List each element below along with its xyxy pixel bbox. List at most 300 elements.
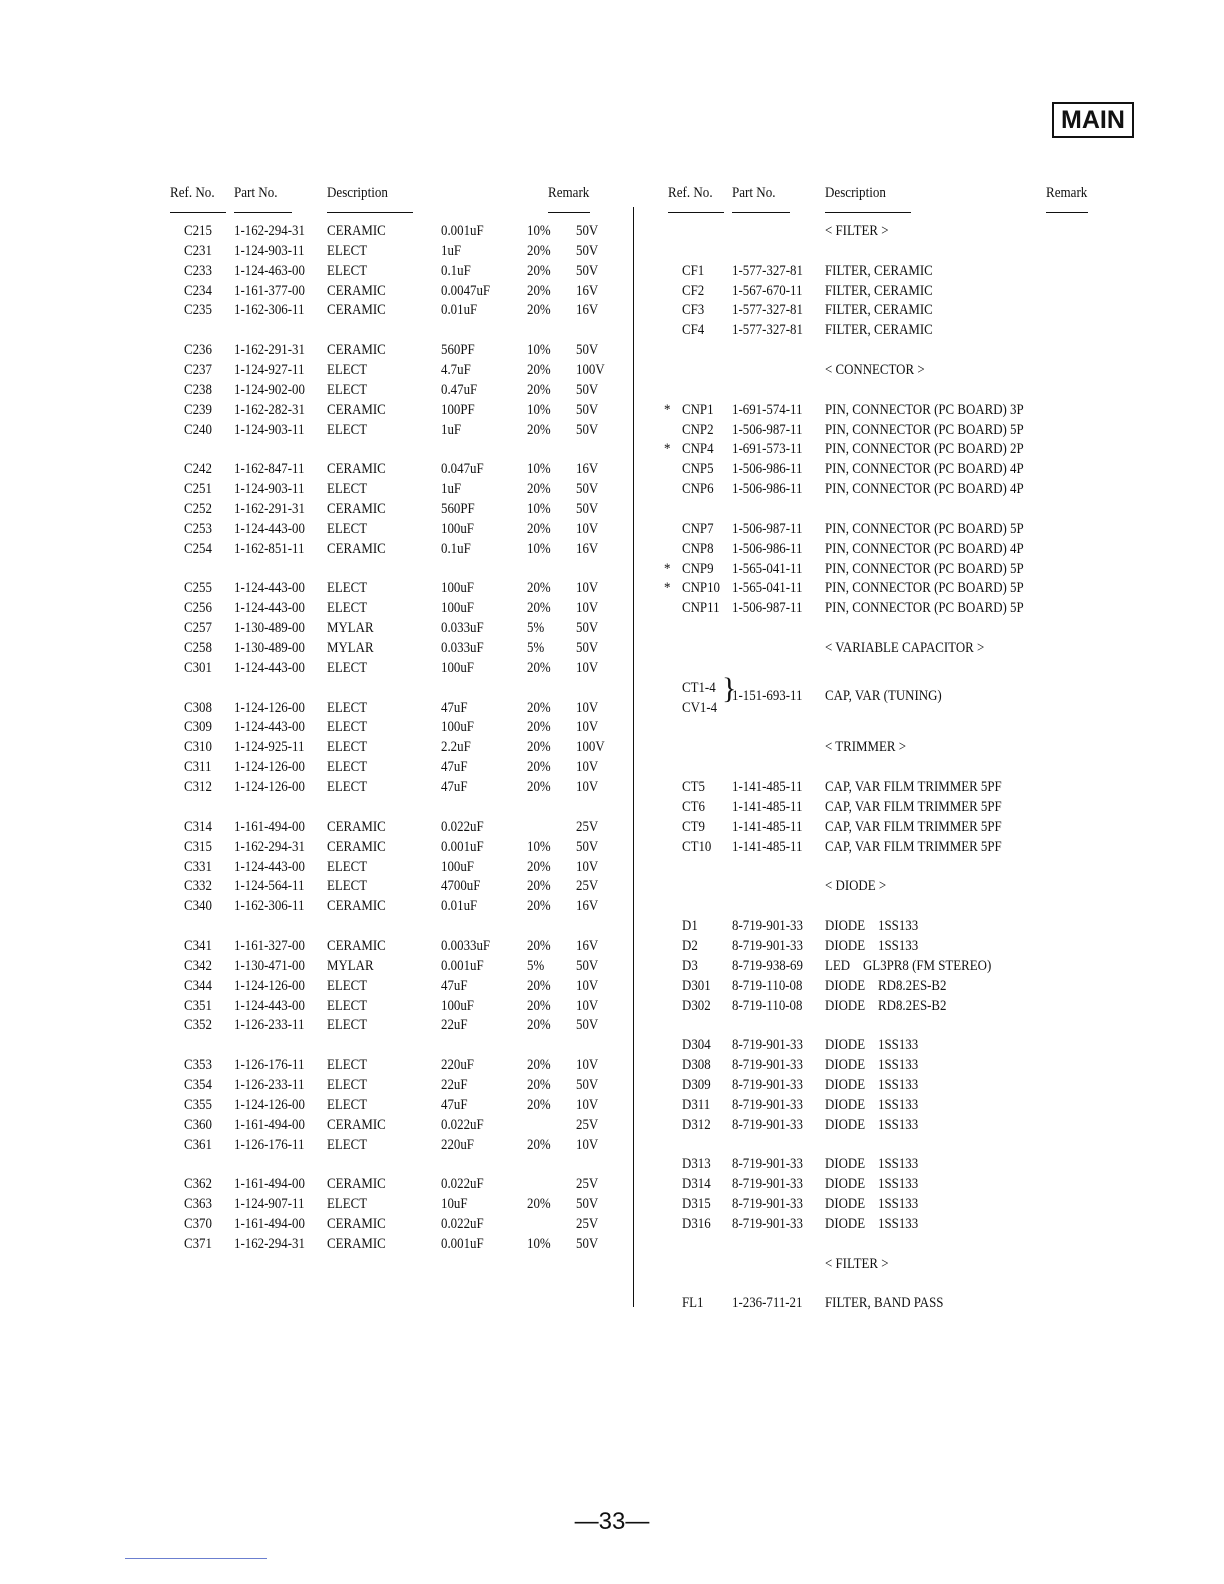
tolerance: 20%: [527, 302, 551, 319]
tolerance: 10%: [527, 461, 551, 478]
voltage: 25V: [576, 1116, 599, 1133]
tolerance: 20%: [527, 1096, 551, 1113]
safety-mark: *: [664, 580, 671, 597]
tolerance: 20%: [527, 997, 551, 1014]
part-no: 1-577-327-81: [732, 262, 803, 279]
description: DIODE 1SS133: [825, 1116, 919, 1133]
part-row: [184, 599, 624, 619]
row-spacer: [184, 917, 624, 937]
value: 100uF: [441, 659, 474, 676]
part-no: 1-141-485-11: [732, 838, 803, 855]
description: FILTER, CERAMIC: [825, 262, 933, 279]
value: 0.47uF: [441, 381, 478, 398]
part-no: 1-141-485-11: [732, 779, 803, 796]
tolerance: 20%: [527, 858, 551, 875]
description: FILTER, CERAMIC: [825, 302, 933, 319]
right-parts-list: [664, 222, 1188, 1314]
part-row: [184, 1096, 624, 1116]
left-header-remark: Remark: [548, 185, 590, 201]
part-row: [184, 818, 624, 838]
voltage: 50V: [576, 223, 599, 239]
value: 47uF: [441, 977, 468, 994]
part-row: [184, 500, 624, 520]
value: 220uF: [441, 1136, 474, 1153]
part-row: [668, 520, 1188, 540]
voltage: 16V: [576, 898, 599, 915]
ref-no: C362: [184, 1176, 212, 1193]
type: ELECT: [327, 520, 368, 537]
part-row: [668, 1116, 1188, 1136]
part-no: 1-161-494-00: [234, 818, 305, 835]
part-row: [668, 460, 1188, 480]
voltage: 25V: [576, 1176, 599, 1193]
tolerance: 20%: [527, 977, 551, 994]
ref-no: C340: [184, 898, 212, 915]
row-spacer: [184, 1155, 624, 1175]
part-no: 1-161-327-00: [234, 937, 305, 954]
ref-no: CNP2: [682, 421, 714, 438]
part-no: 1-124-925-11: [234, 739, 305, 756]
part-no: 1-126-176-11: [234, 1057, 305, 1074]
value: 47uF: [441, 1096, 468, 1113]
part-no: 1-124-126-00: [234, 977, 305, 994]
description: PIN, CONNECTOR (PC BOARD) 4P: [825, 461, 1024, 478]
tolerance: 20%: [527, 1057, 551, 1074]
part-no: 8-719-901-33: [732, 1076, 803, 1093]
tolerance: 20%: [527, 262, 551, 279]
part-row: [184, 858, 624, 878]
description: DIODE 1SS133: [825, 1076, 919, 1093]
part-no: 1-506-986-11: [732, 481, 803, 498]
value: 0.022uF: [441, 818, 484, 835]
type: CERAMIC: [327, 838, 386, 855]
part-no: 1-126-233-11: [234, 1017, 305, 1034]
part-row: [668, 917, 1188, 937]
type: CERAMIC: [327, 461, 386, 478]
tolerance: 20%: [527, 719, 551, 736]
type: ELECT: [327, 739, 368, 756]
ref-no: CNP7: [682, 520, 714, 537]
tolerance: 20%: [527, 739, 551, 756]
left-header-ref: Ref. No.: [170, 185, 215, 201]
tolerance: 20%: [527, 878, 551, 895]
part-no: 1-130-471-00: [234, 957, 305, 974]
voltage: 50V: [576, 401, 599, 418]
part-row: [184, 1235, 624, 1255]
ref-no: C370: [184, 1215, 212, 1232]
ref-no: C353: [184, 1057, 212, 1074]
part-row: [668, 1096, 1188, 1116]
part-row: [184, 778, 624, 798]
description: PIN, CONNECTOR (PC BOARD) 2P: [825, 441, 1024, 458]
part-row: [184, 1076, 624, 1096]
part-no: 8-719-901-33: [732, 1057, 803, 1074]
voltage: 50V: [576, 620, 599, 637]
ref-no: D313: [682, 1156, 711, 1173]
type: ELECT: [327, 1096, 368, 1113]
row-spacer: [668, 897, 1188, 917]
description: PIN, CONNECTOR (PC BOARD) 5P: [825, 520, 1024, 537]
ref-no: C257: [184, 620, 212, 637]
type: ELECT: [327, 1017, 368, 1034]
row-spacer: [184, 321, 624, 341]
part-row: [668, 798, 1188, 818]
tolerance: 20%: [527, 779, 551, 796]
part-row: [664, 560, 1188, 580]
part-no: 8-719-901-33: [732, 918, 803, 935]
voltage: 10V: [576, 1136, 599, 1153]
tolerance: 20%: [527, 600, 551, 617]
description: PIN, CONNECTOR (PC BOARD) 5P: [825, 421, 1024, 438]
type: ELECT: [327, 719, 368, 736]
part-row: [184, 381, 624, 401]
ref-no: CF2: [682, 282, 705, 299]
description: DIODE 1SS133: [825, 1196, 919, 1213]
part-no: 1-126-176-11: [234, 1136, 305, 1153]
ref-no: C371: [184, 1235, 212, 1252]
part-row: [184, 361, 624, 381]
voltage: 25V: [576, 1215, 599, 1232]
ref-no: C235: [184, 302, 212, 319]
ref-no: C239: [184, 401, 212, 418]
ct-group-brace: }: [722, 672, 737, 705]
part-row: [664, 579, 1188, 599]
tolerance: 10%: [527, 342, 551, 359]
ref-no: C352: [184, 1017, 212, 1034]
type: ELECT: [327, 1076, 368, 1093]
type: CERAMIC: [327, 898, 386, 915]
ref-no: C237: [184, 362, 212, 379]
part-no: 1-161-494-00: [234, 1215, 305, 1232]
type: CERAMIC: [327, 540, 386, 557]
type: CERAMIC: [327, 501, 386, 518]
voltage: 10V: [576, 1096, 599, 1113]
ref-no: D315: [682, 1196, 711, 1213]
type: CERAMIC: [327, 818, 386, 835]
part-row: [184, 262, 624, 282]
ref-no: C354: [184, 1076, 212, 1093]
row-spacer: [668, 1235, 1188, 1255]
right-part-underline: [732, 212, 790, 213]
tolerance: 20%: [527, 362, 551, 379]
safety-mark: *: [664, 441, 671, 458]
part-row: [668, 818, 1188, 838]
value: 2.2uF: [441, 739, 471, 756]
voltage: 10V: [576, 699, 599, 716]
ref-no: D302: [682, 997, 711, 1014]
type: CERAMIC: [327, 223, 386, 239]
part-no: 1-162-851-11: [234, 540, 305, 557]
part-row: [668, 282, 1188, 302]
type: ELECT: [327, 759, 368, 776]
ref-no: CNP4: [682, 441, 714, 458]
description: PIN, CONNECTOR (PC BOARD) 5P: [825, 560, 1024, 577]
voltage: 50V: [576, 1076, 599, 1093]
voltage: 16V: [576, 302, 599, 319]
right-header-desc: Description: [825, 185, 886, 201]
part-row: [184, 659, 624, 679]
part-row: [668, 838, 1188, 858]
part-row: [668, 1036, 1188, 1056]
part-row: [668, 421, 1188, 441]
voltage: 16V: [576, 282, 599, 299]
safety-mark: *: [664, 560, 671, 577]
part-row: [184, 341, 624, 361]
value: 47uF: [441, 759, 468, 776]
ref-no: D301: [682, 977, 711, 994]
value: 4.7uF: [441, 362, 471, 379]
ref-no: CF1: [682, 262, 705, 279]
section-title: < TRIMMER >: [825, 739, 906, 756]
voltage: 50V: [576, 242, 599, 259]
tolerance: 20%: [527, 1196, 551, 1213]
row-spacer: [668, 659, 1188, 679]
voltage: 10V: [576, 779, 599, 796]
voltage: 10V: [576, 659, 599, 676]
description: DIODE 1SS133: [825, 1057, 919, 1074]
part-row: [184, 937, 624, 957]
part-no: 1-691-573-11: [732, 441, 803, 458]
description: DIODE 1SS133: [825, 1037, 919, 1054]
type: CERAMIC: [327, 1116, 386, 1133]
ref-no: CNP6: [682, 481, 714, 498]
section-heading: [668, 877, 1188, 897]
part-no: 1-141-485-11: [732, 818, 803, 835]
part-no: 1-565-041-11: [732, 560, 803, 577]
value: 0.001uF: [441, 957, 484, 974]
part-no: 8-719-901-33: [732, 937, 803, 954]
safety-mark: *: [664, 401, 671, 418]
voltage: 10V: [576, 1057, 599, 1074]
section-title: < FILTER >: [825, 223, 889, 239]
row-spacer: [668, 758, 1188, 778]
tolerance: 20%: [527, 520, 551, 537]
value: 100uF: [441, 858, 474, 875]
value: 0.033uF: [441, 620, 484, 637]
value: 220uF: [441, 1057, 474, 1074]
ref-no: C344: [184, 977, 212, 994]
part-row: [184, 520, 624, 540]
left-header-part: Part No.: [234, 185, 278, 201]
part-no: 1-236-711-21: [732, 1295, 803, 1312]
ref-no: D314: [682, 1176, 711, 1193]
part-no: 1-162-294-31: [234, 223, 305, 239]
part-row: [184, 977, 624, 997]
row-spacer: [184, 798, 624, 818]
part-no: 1-577-327-81: [732, 302, 803, 319]
part-no: 1-161-494-00: [234, 1176, 305, 1193]
type: ELECT: [327, 421, 368, 438]
part-no: 1-124-463-00: [234, 262, 305, 279]
type: CERAMIC: [327, 342, 386, 359]
part-row: [184, 699, 624, 719]
ref-no: CNP5: [682, 461, 714, 478]
part-no: 1-162-294-31: [234, 1235, 305, 1252]
voltage: 10V: [576, 719, 599, 736]
part-no: 1-124-443-00: [234, 600, 305, 617]
voltage: 50V: [576, 1235, 599, 1252]
voltage: 10V: [576, 977, 599, 994]
type: ELECT: [327, 1196, 368, 1213]
part-no: 1-124-903-11: [234, 481, 305, 498]
tolerance: 20%: [527, 242, 551, 259]
ref-no: C361: [184, 1136, 212, 1153]
type: ELECT: [327, 977, 368, 994]
part-no: 8-719-110-08: [732, 977, 803, 994]
part-no: 1-161-377-00: [234, 282, 305, 299]
type: ELECT: [327, 381, 368, 398]
part-no: 1-506-986-11: [732, 461, 803, 478]
type: CERAMIC: [327, 937, 386, 954]
part-no: 1-124-443-00: [234, 719, 305, 736]
left-desc-underline: [327, 212, 413, 213]
part-row: [184, 1215, 624, 1235]
ref-no: CT6: [682, 798, 705, 815]
tolerance: 10%: [527, 501, 551, 518]
part-no: 8-719-901-33: [732, 1037, 803, 1054]
part-no: 1-124-443-00: [234, 659, 305, 676]
type: ELECT: [327, 580, 368, 597]
part-no: 1-161-494-00: [234, 1116, 305, 1133]
voltage: 50V: [576, 381, 599, 398]
voltage: 50V: [576, 1196, 599, 1213]
description: DIODE 1SS133: [825, 1156, 919, 1173]
ref-no: C342: [184, 957, 212, 974]
ref-no: CF3: [682, 302, 705, 319]
part-row: [184, 1175, 624, 1195]
tolerance: 5%: [527, 957, 545, 974]
part-row: [184, 897, 624, 917]
voltage: 50V: [576, 1017, 599, 1034]
part-row: [184, 421, 624, 441]
row-spacer: [668, 500, 1188, 520]
part-row: [668, 1175, 1188, 1195]
left-part-underline: [234, 212, 292, 213]
ref-no: C309: [184, 719, 212, 736]
part-row: [184, 619, 624, 639]
part-no: 1-162-282-31: [234, 401, 305, 418]
ref-no: C253: [184, 520, 212, 537]
tolerance: 20%: [527, 282, 551, 299]
part-row: [184, 579, 624, 599]
tolerance: 20%: [527, 937, 551, 954]
part-row: [184, 758, 624, 778]
ref-no: D304: [682, 1037, 711, 1054]
type: CERAMIC: [327, 282, 386, 299]
row-spacer: [668, 381, 1188, 401]
value: 100uF: [441, 580, 474, 597]
part-row: [184, 957, 624, 977]
voltage: 100V: [576, 739, 605, 756]
tolerance: 20%: [527, 421, 551, 438]
part-no: 1-124-443-00: [234, 858, 305, 875]
ref-no: C254: [184, 540, 212, 557]
value: 0.1uF: [441, 262, 471, 279]
voltage: 25V: [576, 878, 599, 895]
row-spacer: [184, 679, 624, 699]
type: ELECT: [327, 997, 368, 1014]
type: MYLAR: [327, 957, 374, 974]
part-no: 1-124-126-00: [234, 779, 305, 796]
value: 0.001uF: [441, 838, 484, 855]
column-divider: [633, 207, 634, 1307]
ref-no: CT1-4: [682, 679, 716, 696]
part-no: 1-162-291-31: [234, 501, 305, 518]
value: 100uF: [441, 600, 474, 617]
value: 0.022uF: [441, 1116, 484, 1133]
part-no: 1-565-041-11: [732, 580, 803, 597]
description: PIN, CONNECTOR (PC BOARD) 4P: [825, 540, 1024, 557]
description: PIN, CONNECTOR (PC BOARD) 4P: [825, 481, 1024, 498]
description: PIN, CONNECTOR (PC BOARD) 3P: [825, 401, 1024, 418]
row-spacer: [668, 619, 1188, 639]
type: CERAMIC: [327, 302, 386, 319]
ref-no: C258: [184, 640, 212, 657]
part-row: [668, 1215, 1188, 1235]
type: ELECT: [327, 362, 368, 379]
voltage: 50V: [576, 481, 599, 498]
tolerance: 20%: [527, 898, 551, 915]
ref-no: C234: [184, 282, 212, 299]
value: 0.022uF: [441, 1176, 484, 1193]
value: 0.0033uF: [441, 937, 491, 954]
part-no: 8-719-901-33: [732, 1116, 803, 1133]
ref-no: D312: [682, 1116, 711, 1133]
value: 0.01uF: [441, 302, 478, 319]
ref-no: C310: [184, 739, 212, 756]
part-row: [184, 738, 624, 758]
part-no: 8-719-901-33: [732, 1096, 803, 1113]
part-row: [184, 222, 624, 242]
part-no: 8-719-938-69: [732, 957, 803, 974]
tolerance: 20%: [527, 759, 551, 776]
part-row: [668, 1056, 1188, 1076]
part-row: [668, 778, 1188, 798]
voltage: 10V: [576, 759, 599, 776]
part-row: [184, 540, 624, 560]
left-remark-underline: [548, 212, 590, 213]
voltage: 50V: [576, 262, 599, 279]
ref-no: C311: [184, 759, 212, 776]
part-row: [664, 440, 1188, 460]
value: 0.01uF: [441, 898, 478, 915]
ct-group-desc: CAP, VAR (TUNING): [825, 688, 942, 704]
value: 0.022uF: [441, 1215, 484, 1232]
part-row: [668, 1294, 1188, 1314]
ref-no: C331: [184, 858, 212, 875]
value: 100uF: [441, 520, 474, 537]
ref-no: CNP8: [682, 540, 714, 557]
part-row: [184, 877, 624, 897]
ct-group-part: 1-151-693-11: [732, 688, 803, 704]
part-no: 1-124-443-00: [234, 520, 305, 537]
part-row: [668, 480, 1188, 500]
ref-no: CNP1: [682, 401, 714, 418]
ref-no: D316: [682, 1215, 711, 1232]
part-row: [184, 460, 624, 480]
description: PIN, CONNECTOR (PC BOARD) 5P: [825, 580, 1024, 597]
part-no: 1-506-987-11: [732, 600, 803, 617]
part-row: [184, 301, 624, 321]
part-row: [184, 1116, 624, 1136]
ref-no: C231: [184, 242, 212, 259]
description: FILTER, CERAMIC: [825, 322, 933, 339]
section-title: < VARIABLE CAPACITOR >: [825, 640, 985, 657]
value: 0.1uF: [441, 540, 471, 557]
value: 0.001uF: [441, 1235, 484, 1252]
part-no: 1-162-291-31: [234, 342, 305, 359]
part-row: [184, 401, 624, 421]
